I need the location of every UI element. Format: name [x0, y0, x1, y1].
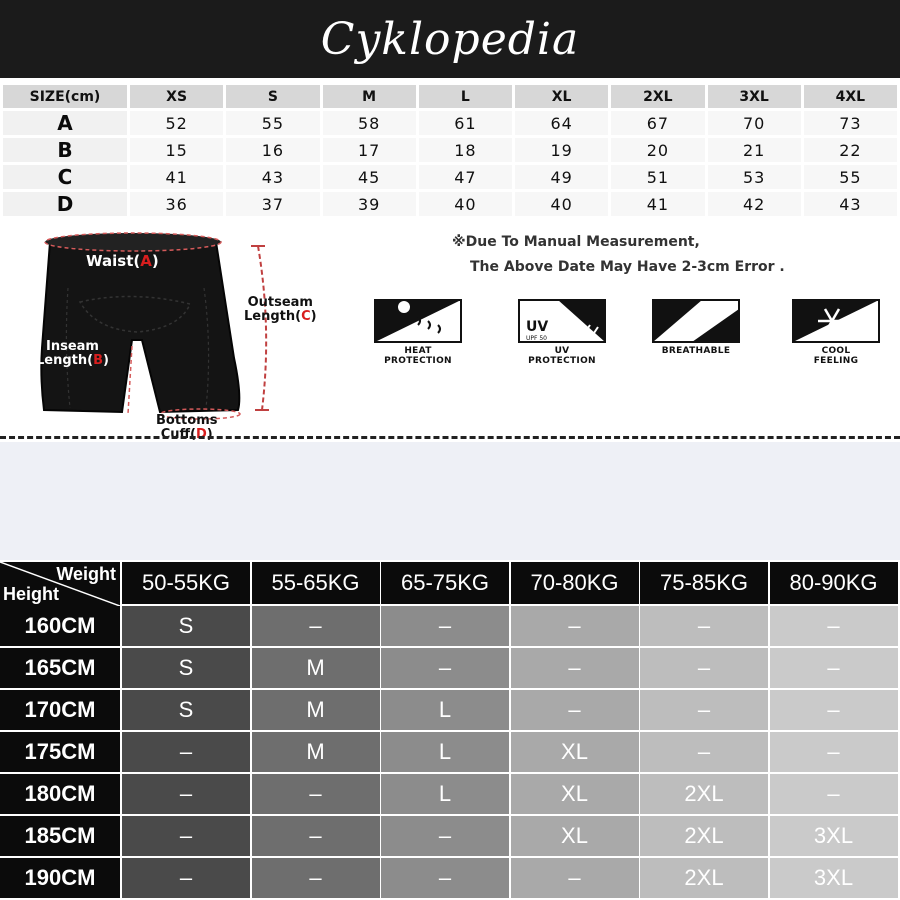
size-value-cell: 36 — [130, 192, 223, 216]
size-header-row — [3, 85, 897, 108]
feature-label-line1: UV — [554, 346, 570, 356]
size-recommendation-cell: – — [381, 648, 509, 688]
size-header-cell: 4XL — [804, 85, 897, 108]
size-value-cell: 20 — [611, 138, 704, 162]
inseam-label — [36, 340, 109, 368]
size-recommendation-cell: – — [640, 648, 768, 688]
size-row-d — [3, 192, 897, 216]
size-recommendation-cell: – — [252, 774, 380, 814]
feature-label-line1: BREATHABLE — [661, 346, 731, 356]
size-header-cell: XS — [130, 85, 223, 108]
outseam-line1: Outseam — [247, 295, 313, 310]
inseam-line1: Inseam — [45, 339, 99, 354]
size-recommendation-cell: M — [252, 732, 380, 772]
weight-height-chart — [0, 562, 900, 900]
feature-label-line2: PROTECTION — [384, 356, 452, 366]
size-recommendation-cell: S — [122, 648, 250, 688]
weight-column-header: 65-75KG — [381, 562, 509, 604]
size-value-cell: 43 — [226, 165, 319, 189]
size-recommendation-cell: – — [122, 732, 250, 772]
waist-label — [86, 254, 159, 268]
waist-close: ) — [151, 252, 159, 270]
waist-letter: A — [140, 252, 152, 270]
weight-height-corner — [0, 562, 120, 606]
outseam-letter: C — [301, 309, 311, 324]
size-value-cell: 47 — [419, 165, 512, 189]
feature-cool-feeling — [786, 299, 886, 366]
size-value-cell: 58 — [323, 111, 416, 135]
size-header-cell: SIZE(cm) — [3, 85, 127, 108]
weight-column-header: 70-80KG — [511, 562, 639, 604]
weight-axis-label: Weight — [56, 564, 116, 584]
size-value-cell: 49 — [515, 165, 608, 189]
size-recommendation-cell: – — [511, 606, 639, 646]
size-recommendation-cell: L — [381, 690, 509, 730]
size-row-label: C — [3, 165, 127, 189]
size-value-cell: 42 — [708, 192, 801, 216]
size-value-cell: 19 — [515, 138, 608, 162]
size-value-cell: 17 — [323, 138, 416, 162]
size-recommendation-cell: – — [122, 858, 250, 898]
size-recommendation-cell: L — [381, 774, 509, 814]
weight-column-header: 50-55KG — [122, 562, 250, 604]
size-recommendation-cell: – — [511, 690, 639, 730]
snowflake-icon — [792, 299, 880, 343]
bottoms-line2: Cuff( — [160, 427, 196, 442]
size-value-cell: 41 — [611, 192, 704, 216]
shorts-illustration — [20, 228, 360, 443]
size-recommendation-cell: – — [770, 732, 898, 772]
size-recommendation-cell: L — [381, 732, 509, 772]
heat-protection-icon — [374, 299, 462, 343]
inseam-letter: B — [93, 353, 103, 368]
size-row-label: A — [3, 111, 127, 135]
measurement-note-line1: ※Due To Manual Measurement, — [452, 234, 700, 250]
height-row-header: 170CM — [0, 690, 120, 730]
size-value-cell: 18 — [419, 138, 512, 162]
size-value-cell: 73 — [804, 111, 897, 135]
size-value-cell: 61 — [419, 111, 512, 135]
size-recommendation-cell: XL — [511, 816, 639, 856]
size-recommendation-cell: – — [770, 606, 898, 646]
size-value-cell: 55 — [804, 165, 897, 189]
size-recommendation-cell: – — [122, 774, 250, 814]
size-value-cell: 70 — [708, 111, 801, 135]
brand-header — [0, 0, 900, 78]
size-row-b — [3, 138, 897, 162]
size-value-cell: 40 — [419, 192, 512, 216]
brand-logo: Cyklopedia — [320, 13, 580, 65]
size-value-cell: 53 — [708, 165, 801, 189]
height-axis-label: Height — [3, 584, 59, 604]
size-recommendation-cell: – — [252, 816, 380, 856]
size-value-cell: 67 — [611, 111, 704, 135]
size-recommendation-cell: – — [511, 648, 639, 688]
bottoms-line1: Bottoms — [156, 413, 218, 428]
size-recommendation-cell: XL — [511, 774, 639, 814]
size-recommendation-cell: – — [252, 606, 380, 646]
size-value-cell: 52 — [130, 111, 223, 135]
size-value-cell: 43 — [804, 192, 897, 216]
weight-column-header: 80-90KG — [770, 562, 898, 604]
size-recommendation-cell: – — [640, 606, 768, 646]
outseam-label — [244, 296, 317, 324]
outseam-close: ) — [310, 309, 317, 324]
size-recommendation-cell: XL — [511, 732, 639, 772]
height-row-header: 185CM — [0, 816, 120, 856]
height-row-header: 190CM — [0, 858, 120, 898]
height-row-header: 160CM — [0, 606, 120, 646]
size-header-cell: 3XL — [708, 85, 801, 108]
blank-band — [0, 442, 900, 560]
height-row-header: 165CM — [0, 648, 120, 688]
uv-badge-text: UV — [526, 319, 549, 335]
breathable-icon — [652, 299, 740, 343]
weight-column-header: 55-65KG — [252, 562, 380, 604]
size-row-c — [3, 165, 897, 189]
size-recommendation-cell: – — [640, 690, 768, 730]
feature-label-line1: COOL — [821, 346, 851, 356]
measurement-note-line2: The Above Date May Have 2-3cm Error . — [470, 259, 785, 275]
feature-breathable — [646, 299, 746, 356]
size-recommendation-cell: – — [770, 690, 898, 730]
size-value-cell: 16 — [226, 138, 319, 162]
size-row-label: B — [3, 138, 127, 162]
size-recommendation-cell: – — [770, 774, 898, 814]
uv-protection-icon — [518, 299, 606, 343]
uv-badge-sub: UPF 50 — [526, 335, 548, 342]
height-row-header: 175CM — [0, 732, 120, 772]
size-value-cell: 22 — [804, 138, 897, 162]
size-header-cell: S — [226, 85, 319, 108]
size-row-label: D — [3, 192, 127, 216]
size-table — [0, 82, 900, 219]
outseam-line2: Length( — [244, 309, 302, 324]
size-value-cell: 21 — [708, 138, 801, 162]
size-recommendation-cell: S — [122, 690, 250, 730]
size-value-cell: 37 — [226, 192, 319, 216]
size-value-cell: 39 — [323, 192, 416, 216]
size-value-cell: 64 — [515, 111, 608, 135]
weight-column-header: 75-85KG — [640, 562, 768, 604]
size-header-cell: 2XL — [611, 85, 704, 108]
size-recommendation-cell: S — [122, 606, 250, 646]
section-divider — [0, 436, 900, 439]
size-recommendation-cell: – — [252, 858, 380, 898]
size-recommendation-cell: 3XL — [770, 816, 898, 856]
height-row-header: 180CM — [0, 774, 120, 814]
size-value-cell: 40 — [515, 192, 608, 216]
size-recommendation-cell: – — [122, 816, 250, 856]
bottoms-close: ) — [206, 427, 213, 442]
size-recommendation-cell: – — [770, 648, 898, 688]
size-value-cell: 15 — [130, 138, 223, 162]
size-recommendation-cell: 2XL — [640, 858, 768, 898]
size-header-cell: L — [419, 85, 512, 108]
size-header-cell: M — [323, 85, 416, 108]
size-recommendation-cell: M — [252, 648, 380, 688]
size-row-a — [3, 111, 897, 135]
size-value-cell: 55 — [226, 111, 319, 135]
inseam-line2: Length( — [36, 353, 94, 368]
size-recommendation-cell: 2XL — [640, 816, 768, 856]
feature-label-line2: FEELING — [813, 356, 859, 366]
size-recommendation-cell: – — [381, 816, 509, 856]
feature-heat-protection — [368, 299, 468, 366]
size-value-cell: 45 — [323, 165, 416, 189]
size-value-cell: 41 — [130, 165, 223, 189]
size-recommendation-cell: – — [381, 606, 509, 646]
feature-label-line2: PROTECTION — [528, 356, 596, 366]
size-value-cell: 51 — [611, 165, 704, 189]
feature-uv-protection — [512, 299, 612, 366]
bottoms-letter: D — [196, 427, 207, 442]
inseam-close: ) — [103, 353, 109, 368]
size-recommendation-cell: – — [640, 732, 768, 772]
waist-label-text: Waist( — [86, 252, 141, 270]
size-recommendation-cell: 3XL — [770, 858, 898, 898]
size-recommendation-cell: 2XL — [640, 774, 768, 814]
size-recommendation-cell: – — [381, 858, 509, 898]
feature-label-line1: HEAT — [404, 346, 432, 356]
size-recommendation-cell: M — [252, 690, 380, 730]
measurement-diagram — [0, 222, 900, 442]
size-recommendation-cell: – — [511, 858, 639, 898]
size-header-cell: XL — [515, 85, 608, 108]
